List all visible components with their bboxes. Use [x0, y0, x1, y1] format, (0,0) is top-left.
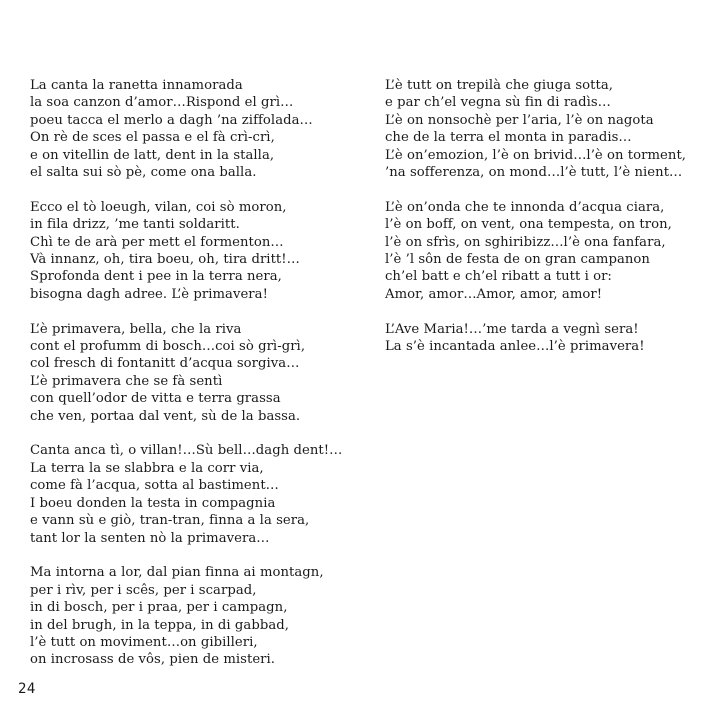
verse-line: in di bosch, per i praa, per i campagn,: [30, 600, 288, 616]
page-number: 24: [18, 681, 36, 697]
verse-line: che de la terra el monta in paradis…: [385, 130, 632, 146]
verse-line: L’Ave Maria!…’me tarda a vegnì sera!: [385, 321, 639, 337]
verse-line: in del brugh, in la teppa, in di gabbad,: [30, 617, 289, 633]
verse-line: ch’el batt e ch’el ribatt a tutt i or:: [385, 269, 612, 285]
verse-line: in fila drizz, ’me tanti soldaritt.: [30, 217, 240, 233]
verse-line: Ecco el tò loeugh, vilan, coi sò moron,: [30, 199, 287, 215]
verse-line: Amor, amor…Amor, amor, amor!: [385, 286, 603, 302]
verse-line: l’è on sfrìs, on sghiribizz…l’è ona fanfara,: [385, 234, 666, 250]
verse-line: e par ch’el vegna sù fin di radìs…: [385, 95, 611, 111]
verse-line: La terra la se slabbra e la corr via,: [30, 460, 264, 476]
verse-line: el salta sui sò pè, come ona balla.: [30, 165, 257, 181]
verse-line: Sprofonda dent i pee in la terra nera,: [30, 269, 282, 285]
verse-line: La s’è incantada anlee…l’è primavera!: [385, 339, 645, 355]
stanza: [30, 77, 370, 181]
verse-line: che ven, portaa dal vent, sù de la bassa.: [30, 408, 301, 424]
verse-line: Chì te de arà per mett el formenton…: [30, 234, 284, 250]
verse-line: Canta anca tì, o villan!…Sù bell…dagh dent!…: [30, 443, 343, 459]
verse-line: col fresch di fontanitt d’acqua sorgiva…: [30, 356, 300, 372]
verse-line: cont el profumm di bosch…coi sò grì-grì,: [30, 339, 306, 355]
verse-line: L’è primavera che se fà sentì: [30, 373, 223, 389]
verse-line: come fà l’acqua, sotta al bastiment…: [30, 478, 279, 494]
verse-line: e vann sù e giò, tran-tran, finna a la sera,: [30, 513, 310, 529]
verse-line: on incrosass de vôs, pien de misteri.: [30, 652, 276, 668]
verse-line: bisogna dagh adree. L’è primavera!: [30, 286, 268, 302]
verse-line: l’è tutt on moviment…on gibilleri,: [30, 634, 258, 650]
stanza: [30, 321, 370, 425]
stanza: [30, 564, 370, 668]
verse-line: con quell’odor de vitta e terra grassa: [30, 391, 281, 407]
verse-line: Và innanz, oh, tira boeu, oh, tira dritt!…: [30, 252, 300, 268]
verse-line: poeu tacca el merlo a dagh ’na ziffolada…: [30, 112, 313, 128]
verse-line: L’è primavera, bella, che la riva: [30, 321, 242, 337]
verse-line: per i rìv, per i scês, per i scarpad,: [30, 582, 257, 598]
stanza: [385, 77, 695, 181]
verse-line: On rè de sces el passa e el fà crì-crì,: [30, 130, 275, 146]
verse-line: l’è on boff, on vent, ona tempesta, on tron,: [385, 217, 672, 233]
stanza: [385, 199, 695, 303]
verse-line: la soa canzon d’amor…Rispond el grì…: [30, 95, 294, 111]
verse-line: L’è tutt on trepilà che giuga sotta,: [385, 78, 614, 93]
stanza: [30, 442, 370, 546]
stanza: [30, 199, 370, 303]
poem-column-left: [30, 77, 370, 686]
verse-line: l’è ’l sôn de festa de on gran campanon: [385, 252, 650, 268]
verse-line: La canta la ranetta innamorada: [30, 78, 243, 93]
verse-line: Ma intorna a lor, dal pian finna ai montagn,: [30, 565, 324, 581]
poem-column-right: [385, 77, 695, 373]
verse-line: L’è on nonsochè per l’aria, l’è on nagota: [385, 112, 654, 128]
verse-line: L’è on’emozion, l’è on brivid…l’è on torment,: [385, 147, 687, 163]
verse-line: L’è on’onda che te innonda d’acqua ciara,: [385, 199, 665, 215]
verse-line: ’na sofferenza, on mond…l’è tutt, l’è nient…: [385, 165, 683, 181]
verse-line: I boeu donden la testa in compagnia: [30, 495, 276, 511]
verse-line: tant lor la senten nò la primavera…: [30, 530, 270, 546]
verse-line: e on vitellin de latt, dent in la stalla,: [30, 147, 275, 163]
stanza: [385, 321, 695, 356]
